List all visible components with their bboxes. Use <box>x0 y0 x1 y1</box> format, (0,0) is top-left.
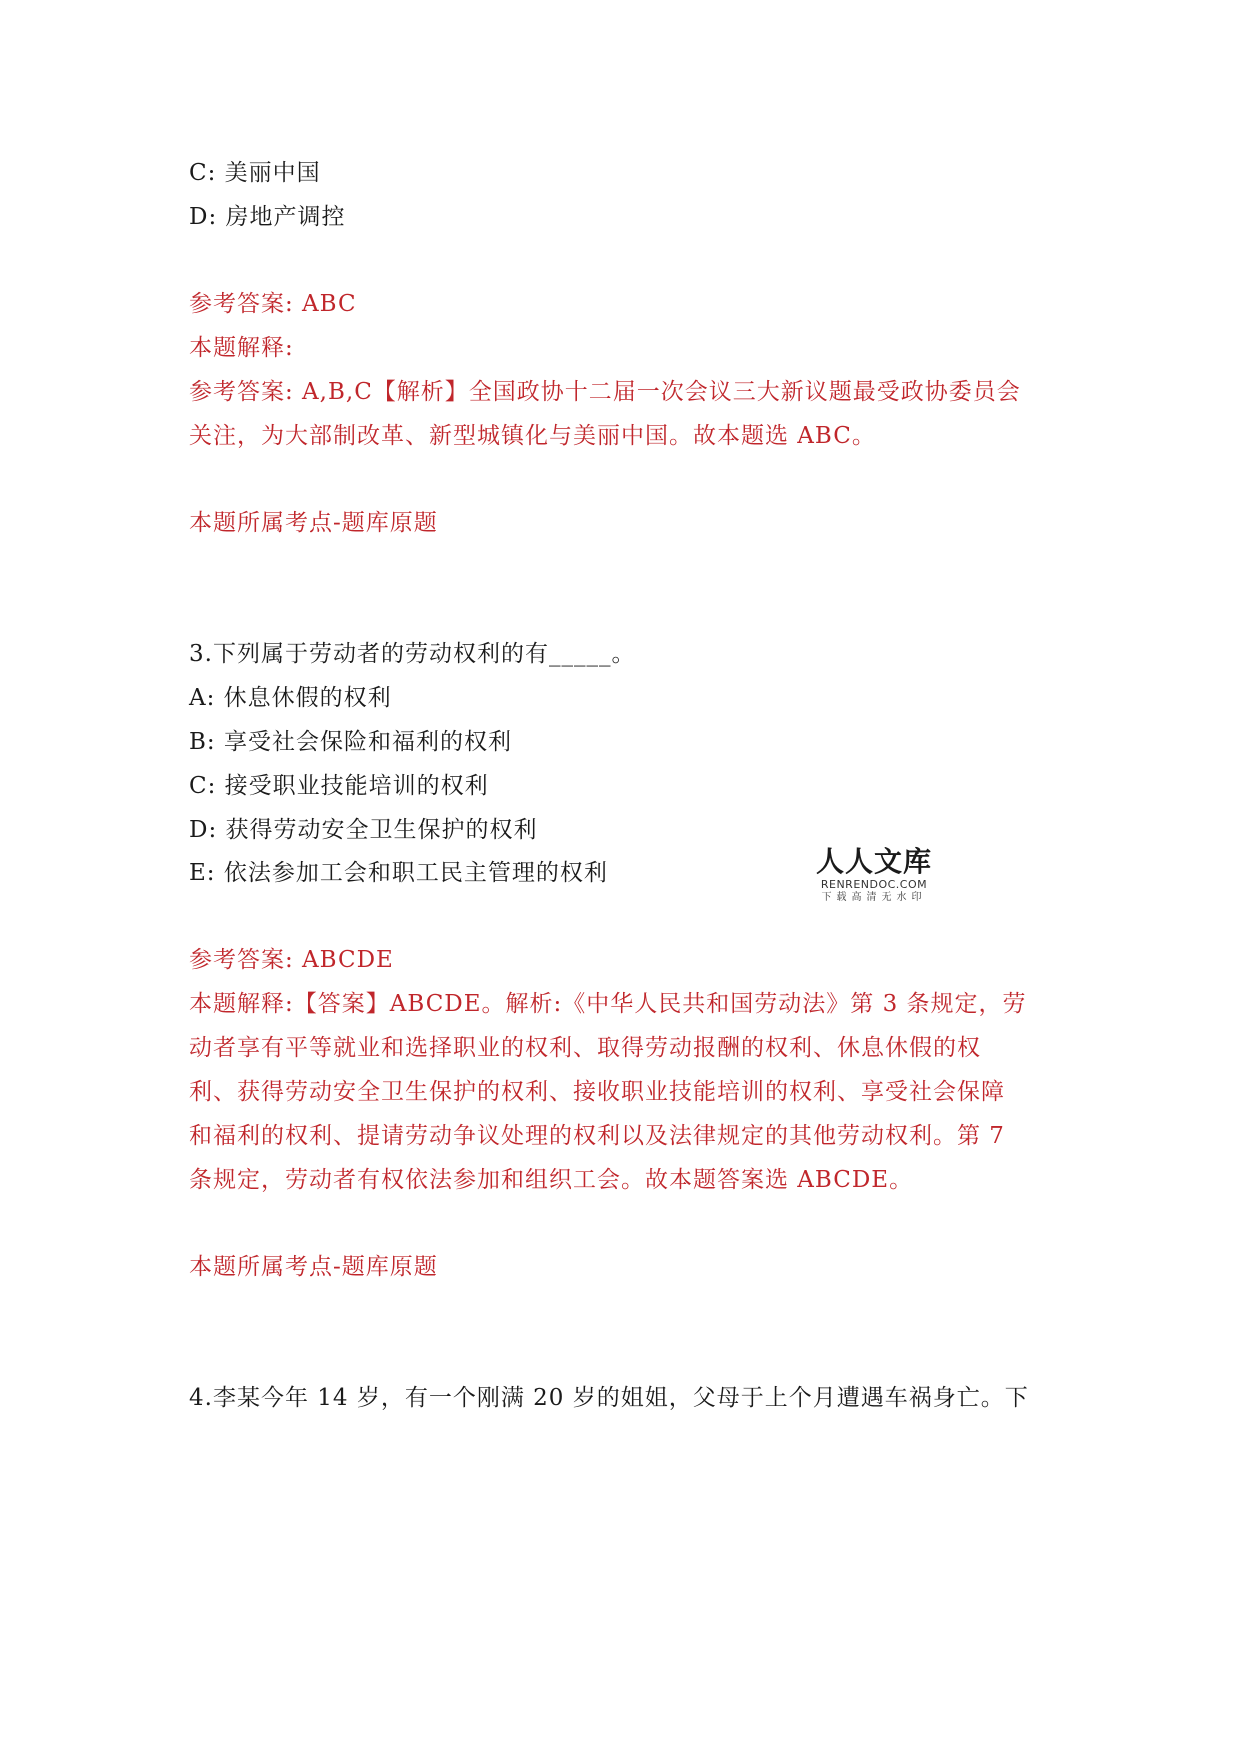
watermark-url: RENRENDOC.COM <box>820 878 928 891</box>
watermark-subtitle: 下载高清无水印 <box>821 892 927 903</box>
option-c: C: 美丽中国 <box>189 160 321 186</box>
explanation-line: 利、获得劳动安全卫生保护的权利、接收职业技能培训的权利、享受社会保障 <box>189 1079 1005 1105</box>
watermark-logo <box>808 846 940 904</box>
source-line: 本题所属考点-题库原题 <box>189 510 438 536</box>
answer-line: 参考答案: ABCDE <box>189 947 394 973</box>
option-b: B: 享受社会保险和福利的权利 <box>189 729 512 755</box>
option-e: E: 依法参加工会和职工民主管理的权利 <box>189 860 608 886</box>
explanation-line: 参考答案: A,B,C【解析】全国政协十二届一次会议三大新议题最受政协委员会 <box>189 379 1021 405</box>
explanation-line: 动者享有平等就业和选择职业的权利、取得劳动报酬的权利、休息休假的权 <box>189 1035 981 1061</box>
source-line: 本题所属考点-题库原题 <box>189 1254 438 1280</box>
explanation-line: 和福利的权利、提请劳动争议处理的权利以及法律规定的其他劳动权利。第 7 <box>189 1123 1005 1149</box>
question-3: 3.下列属于劳动者的劳动权利的有_____。 <box>189 641 636 667</box>
watermark-title: 人人文库 <box>815 845 932 878</box>
answer-line: 参考答案: ABC <box>189 291 357 317</box>
option-c: C: 接受职业技能培训的权利 <box>189 773 489 799</box>
explanation-line: 条规定，劳动者有权依法参加和组织工会。故本题答案选 ABCDE。 <box>189 1167 914 1193</box>
option-d: D: 获得劳动安全卫生保护的权利 <box>189 817 538 843</box>
option-a: A: 休息休假的权利 <box>189 685 392 711</box>
explanation-line: 关注，为大部制改革、新型城镇化与美丽中国。故本题选 ABC。 <box>189 423 876 449</box>
option-d: D: 房地产调控 <box>189 204 346 230</box>
explanation-line: 本题解释:【答案】ABCDE。解析:《中华人民共和国劳动法》第 3 条规定，劳 <box>189 991 1027 1017</box>
explanation-label: 本题解释: <box>189 335 294 361</box>
question-4: 4.李某今年 14 岁，有一个刚满 20 岁的姐姐，父母于上个月遭遇车祸身亡。下 <box>189 1385 1029 1411</box>
